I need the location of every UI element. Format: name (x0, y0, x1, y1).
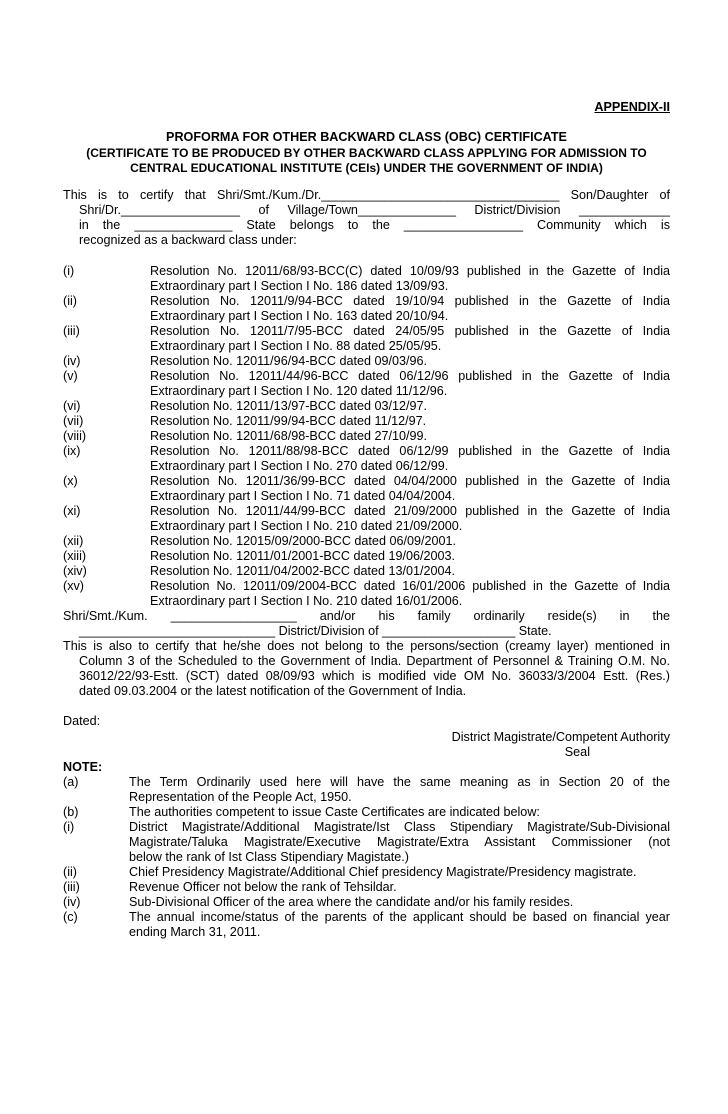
resolution-text (150, 264, 670, 294)
resolution-number: (ii) (63, 294, 77, 308)
note-line: Representation of the People Act, 1950. (129, 790, 352, 804)
resolution-item (63, 504, 670, 534)
resolution-item (63, 429, 670, 444)
resolution-line: Resolution No. 12011/04/2002-BCC dated 13/01/2004. (150, 564, 456, 578)
resolution-line: Extraordinary part I Section I No. 71 dated 04/04/2004. (150, 489, 456, 503)
subtitle-line: (CERTIFICATE TO BE PRODUCED BY OTHER BACKWARD CLASS APPLYING FOR ADMISSION TO (86, 146, 647, 160)
resolution-text (150, 534, 670, 549)
resolution-text (150, 579, 670, 609)
reside-line: ____________________________ District/Division of ___________________ State. (79, 624, 552, 638)
note-heading: NOTE: (63, 760, 103, 774)
resolution-number: (i) (63, 264, 75, 278)
resolution-line: Extraordinary part I Section I No. 88 dated 25/05/95. (150, 339, 442, 353)
resolution-list (63, 264, 670, 609)
resolution-line: Resolution No. 12011/68/93-BCC(C) dated 10/09/93 published in the Gazette of India (150, 264, 670, 278)
note-line: The annual income/status of the parents of the applicant should be based on financial year (129, 910, 670, 924)
resolution-line: Resolution No. 12011/9/94-BCC dated 19/10/94 published in the Gazette of India (150, 294, 670, 308)
resolution-item (63, 294, 670, 324)
resolution-number: (iii) (63, 324, 80, 338)
resolution-text (150, 414, 670, 429)
subtitle-line: CENTRAL EDUCATIONAL INSTITUTE (CEIs) UNDER THE GOVERNMENT OF INDIA) (130, 161, 603, 175)
resolution-line: Resolution No. 12011/88/98-BCC dated 06/12/99 published in the Gazette of India (150, 444, 670, 458)
note-number: (iv) (63, 895, 81, 909)
page-subtitle (79, 146, 654, 176)
resolution-text (150, 504, 670, 534)
note-item (63, 820, 670, 865)
resolution-number: (xiii) (63, 549, 87, 563)
appendix-label: APPENDIX-II (594, 100, 670, 114)
note-text (129, 880, 670, 895)
resolution-number: (iv) (63, 354, 81, 368)
resolution-line: Extraordinary part I Section I No. 270 dated 06/12/99. (150, 459, 449, 473)
resolution-line: Extraordinary part I Section I No. 163 dated 20/10/94. (150, 309, 449, 323)
reside-paragraph (63, 609, 670, 639)
resolution-text (150, 354, 670, 369)
certify-line: recognized as a backward class under: (79, 233, 297, 247)
resolution-item (63, 534, 670, 549)
signatory-label: District Magistrate/Competent Authority (451, 730, 670, 744)
resolution-line: Resolution No. 12011/13/97-BCC dated 03/12/97. (150, 399, 428, 413)
note-item (63, 775, 670, 805)
note-item (63, 880, 670, 895)
creamy-line: This is also to certify that he/she does not belong to the persons/section (creamy layer) mentioned in (63, 639, 670, 653)
resolution-line: Resolution No. 12011/44/99-BCC dated 21/09/2000 published in the Gazette of India (150, 504, 670, 518)
note-number: (i) (63, 820, 75, 834)
creamy-line: dated 09.03.2004 or the latest notification of the Government of India. (79, 684, 467, 698)
page-title: PROFORMA FOR OTHER BACKWARD CLASS (OBC) CERTIFICATE (166, 130, 567, 144)
note-number: (c) (63, 910, 78, 924)
note-item (63, 865, 670, 880)
resolution-number: (xi) (63, 504, 81, 518)
notes-list (63, 775, 670, 940)
resolution-line: Extraordinary part I Section I No. 186 dated 13/09/93. (150, 279, 449, 293)
dated-label: Dated: (63, 714, 101, 728)
note-text (129, 805, 670, 820)
resolution-text (150, 444, 670, 474)
resolution-text (150, 429, 670, 444)
certify-line: Shri/Dr._________________ of Village/Town______________ District/Division _____________ (79, 203, 670, 217)
resolution-number: (v) (63, 369, 78, 383)
creamy-layer-paragraph (63, 639, 670, 699)
resolution-line: Extraordinary part I Section I No. 120 dated 11/12/96. (150, 384, 448, 398)
resolution-number: (vii) (63, 414, 84, 428)
note-line: Chief Presidency Magistrate/Additional Chief presidency Magistrate/Presidency magistrate. (129, 865, 637, 879)
note-text (129, 865, 670, 880)
reside-line: Shri/Smt./Kum. __________________ and/or his family ordinarily reside(s) in the (63, 609, 670, 623)
note-item (63, 895, 670, 910)
note-text (129, 895, 670, 910)
note-number: (b) (63, 805, 79, 819)
note-item (63, 805, 670, 820)
resolution-item (63, 324, 670, 354)
note-text (129, 775, 670, 805)
resolution-text (150, 294, 670, 324)
note-line: ending March 31, 2011. (129, 925, 261, 939)
resolution-number: (xv) (63, 579, 84, 593)
resolution-item (63, 579, 670, 609)
note-line: Magistrate/Taluka Magistrate/Executive Magistrate/Extra Assistant Commissioner (not (129, 835, 670, 849)
note-line: The Term Ordinarily used here will have the same meaning as in Section 20 of the (129, 775, 670, 789)
resolution-item (63, 369, 670, 399)
resolution-text (150, 549, 670, 564)
resolution-line: Resolution No. 12011/09/2004-BCC dated 16/01/2006 published in the Gazette of India (150, 579, 670, 593)
resolution-text (150, 564, 670, 579)
resolution-item (63, 414, 670, 429)
resolution-line: Resolution No. 12011/99/94-BCC dated 11/12/97. (150, 414, 427, 428)
resolution-line: Extraordinary part I Section I No. 210 dated 16/01/2006. (150, 594, 463, 608)
resolution-number: (x) (63, 474, 78, 488)
resolution-line: Extraordinary part I Section I No. 210 dated 21/09/2000. (150, 519, 463, 533)
resolution-number: (viii) (63, 429, 87, 443)
resolution-item (63, 549, 670, 564)
note-text (129, 910, 670, 940)
note-line: Sub-Divisional Officer of the area where the candidate and/or his family resides. (129, 895, 574, 909)
certify-line: in the ______________ State belongs to the _________________ Community which is (79, 218, 670, 232)
note-number: (iii) (63, 880, 80, 894)
resolution-item (63, 264, 670, 294)
resolution-text (150, 369, 670, 399)
certify-line: This is to certify that Shri/Smt./Kum./Dr.__________________________________ Son/Daughter of (63, 188, 670, 202)
note-line: Revenue Officer not below the rank of Tehsildar. (129, 880, 397, 894)
resolution-item (63, 354, 670, 369)
note-line: below the rank of Ist Class Stipendiary Magistate.) (129, 850, 409, 864)
note-item (63, 910, 670, 940)
creamy-line: Column 3 of the Scheduled to the Government of India. Department of Personnel & Training O.M. No. (79, 654, 670, 668)
resolution-text (150, 399, 670, 414)
resolution-line: Resolution No. 12011/36/99-BCC dated 04/04/2000 published in the Gazette of India (150, 474, 670, 488)
resolution-text (150, 474, 670, 504)
resolution-item (63, 444, 670, 474)
note-line: District Magistrate/Additional Magistrate/Ist Class Stipendiary Magistrate/Sub-Divisional (129, 820, 670, 834)
note-number: (ii) (63, 865, 77, 879)
resolution-line: Resolution No. 12015/09/2000-BCC dated 06/09/2001. (150, 534, 456, 548)
resolution-number: (xii) (63, 534, 84, 548)
resolution-item (63, 564, 670, 579)
resolution-line: Resolution No. 12011/96/94-BCC dated 09/03/96. (150, 354, 428, 368)
resolution-line: Resolution No. 12011/44/96-BCC dated 06/12/96 published in the Gazette of India (150, 369, 670, 383)
creamy-line: 36012/22/93-Estt. (SCT) dated 08/09/93 which is modified vide OM No. 36033/3/2004 Estt. (Res.) (79, 669, 670, 683)
note-text (129, 820, 670, 865)
resolution-number: (xiv) (63, 564, 87, 578)
resolution-number: (vi) (63, 399, 81, 413)
resolution-item (63, 399, 670, 414)
resolution-text (150, 324, 670, 354)
resolution-line: Resolution No. 12011/7/95-BCC dated 24/05/95 published in the Gazette of India (150, 324, 670, 338)
note-number: (a) (63, 775, 79, 789)
seal-label: Seal (564, 745, 590, 759)
note-line: The authorities competent to issue Caste Certificates are indicated below: (129, 805, 540, 819)
resolution-item (63, 474, 670, 504)
resolution-number: (ix) (63, 444, 81, 458)
resolution-line: Resolution No. 12011/01/2001-BCC dated 19/06/2003. (150, 549, 456, 563)
resolution-line: Resolution No. 12011/68/98-BCC dated 27/10/99. (150, 429, 428, 443)
certify-paragraph (63, 188, 670, 248)
